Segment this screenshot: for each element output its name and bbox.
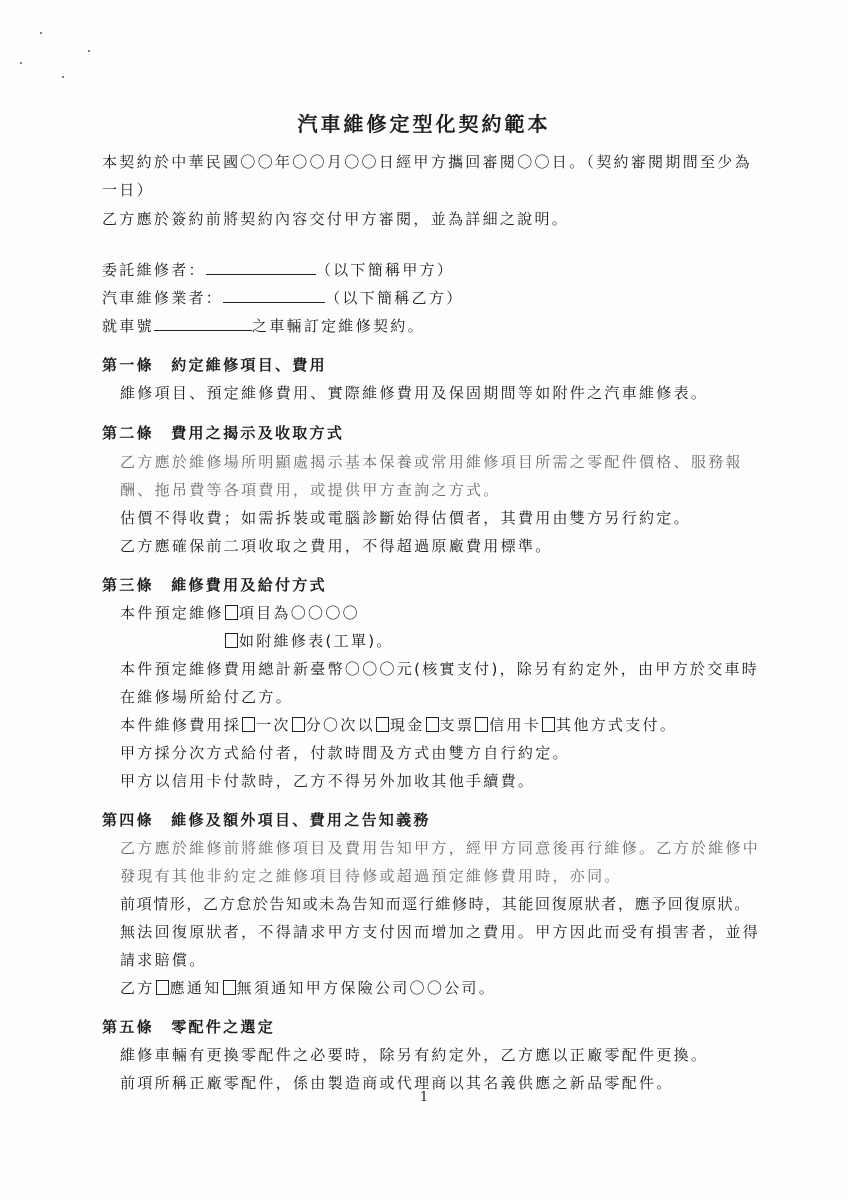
document-title: 汽車維修定型化契約範本 <box>297 112 551 136</box>
plate-prefix: 就車號 <box>102 317 154 335</box>
shop-label: 汽車維修業者： <box>102 289 224 307</box>
article-4-text: 乙方 <box>120 979 155 997</box>
article-3-item-line <box>120 603 360 623</box>
article-3-paragraph: 甲方以信用卡付款時，乙方不得另外加收其他手續費。 <box>120 772 536 790</box>
cash-checkbox[interactable] <box>376 717 389 732</box>
article-4-text: 無須通知甲方保險公司〇〇公司。 <box>236 979 497 997</box>
client-line <box>102 260 454 280</box>
scan-speck <box>88 50 90 52</box>
credit-card-checkbox[interactable] <box>475 717 488 732</box>
article-4-paragraph: 發現有其他非約定之維修項目待修或超過預定維修費用時，亦同。 <box>120 867 622 885</box>
article-3-text: 項目為〇〇〇〇 <box>238 604 360 622</box>
installment-checkbox[interactable] <box>292 717 305 732</box>
article-3-text: 一次 <box>256 716 291 734</box>
scan-speck <box>20 62 22 64</box>
intro-line: 一日） <box>102 181 154 199</box>
article-3-text: 其他方式支付。 <box>556 716 678 734</box>
insurance-notice-line <box>120 978 496 998</box>
lump-sum-checkbox[interactable] <box>242 717 255 732</box>
article-3-text: 信用卡 <box>489 716 542 734</box>
article-3-paragraph: 本件預定維修費用總計新臺幣〇〇〇元(核實支付)，除另有約定外，由甲方於交車時 <box>120 660 760 678</box>
article-2-heading: 第二條 費用之揭示及收取方式 <box>102 424 345 442</box>
article-3-heading: 第三條 維修費用及給付方式 <box>102 576 327 594</box>
page-number: 1 <box>419 1090 429 1105</box>
worksheet-checkbox[interactable] <box>225 633 238 648</box>
notify-checkbox[interactable] <box>156 980 169 995</box>
other-method-checkbox[interactable] <box>542 717 555 732</box>
no-notify-checkbox[interactable] <box>223 980 236 995</box>
article-5-paragraph: 維修車輛有更換零配件之必要時，除另有約定外，乙方應以正廠零配件更換。 <box>120 1046 709 1064</box>
article-4-paragraph: 請求賠償。 <box>120 951 207 969</box>
article-2-paragraph: 乙方應於維修場所明顯處揭示基本保養或常用維修項目所需之零配件價格、服務報 <box>120 453 743 471</box>
plate-number-blank[interactable] <box>154 316 252 331</box>
article-3-text: 本件維修費用採 <box>120 716 242 734</box>
payment-method-line <box>120 715 677 735</box>
article-3-paragraph: 在維修場所給付乙方。 <box>120 688 294 706</box>
article-3-text: 如附維修表(工單)。 <box>239 632 394 650</box>
article-3-text: 現金 <box>389 716 425 734</box>
article-1-paragraph: 維修項目、預定維修費用、實際維修費用及保固期間等如附件之汽車維修表。 <box>120 384 709 402</box>
article-4-paragraph: 乙方應於維修前將維修項目及費用告知甲方，經甲方同意後再行維修。乙方於維修中 <box>120 839 761 857</box>
shop-line <box>102 288 464 308</box>
article-2-paragraph: 估價不得收費；如需拆裝或電腦診斷始得估價者，其費用由雙方另行約定。 <box>120 509 691 527</box>
article-3-text: 支票 <box>439 716 475 734</box>
article-3-worksheet-line <box>224 631 394 651</box>
intro-line: 本契約於中華民國〇〇年〇〇月〇〇日經甲方攜回審閱〇〇日。（契約審閱期間至少為 <box>102 153 752 171</box>
article-3-text: 本件預定維修 <box>120 604 224 622</box>
article-1-heading: 第一條 約定維修項目、費用 <box>102 356 327 374</box>
items-checkbox[interactable] <box>225 605 238 620</box>
article-4-paragraph: 無法回復原狀者，不得請求甲方支付因而增加之費用。甲方因此而受有損害者，並得 <box>120 923 761 941</box>
article-4-heading: 第四條 維修及額外項目、費用之告知義務 <box>102 811 431 829</box>
check-checkbox[interactable] <box>426 717 439 732</box>
client-label: 委託維修者： <box>102 261 206 279</box>
client-name-blank[interactable] <box>206 260 316 275</box>
article-2-paragraph: 酬、拖吊費等各項費用，或提供甲方查詢之方式。 <box>120 481 501 499</box>
article-5-paragraph: 前項所稱正廠零配件，係由製造商或代理商以其名義供應之新品零配件。 <box>120 1074 674 1092</box>
scan-speck <box>40 32 42 34</box>
shop-name-blank[interactable] <box>223 288 325 303</box>
article-5-heading: 第五條 零配件之選定 <box>102 1018 276 1036</box>
article-3-text: 分〇次以 <box>305 716 375 734</box>
article-3-paragraph: 甲方採分次方式給付者，付款時間及方式由雙方自行約定。 <box>120 744 570 762</box>
client-suffix: （以下簡稱甲方） <box>315 261 455 279</box>
article-4-text: 應通知 <box>169 979 222 997</box>
plate-line <box>102 316 425 336</box>
intro-line: 乙方應於簽約前將契約內容交付甲方審閱，並為詳細之說明。 <box>102 210 570 228</box>
plate-suffix: 之車輛訂定維修契約。 <box>251 317 425 335</box>
article-4-paragraph: 前項情形，乙方怠於告知或未為告知而逕行維修時，其能回復原狀者，應予回復原狀。 <box>120 895 751 913</box>
scan-speck <box>62 76 64 78</box>
shop-suffix: （以下簡稱乙方） <box>325 289 464 307</box>
article-2-paragraph: 乙方應確保前二項收取之費用，不得超過原廠費用標準。 <box>120 537 553 555</box>
